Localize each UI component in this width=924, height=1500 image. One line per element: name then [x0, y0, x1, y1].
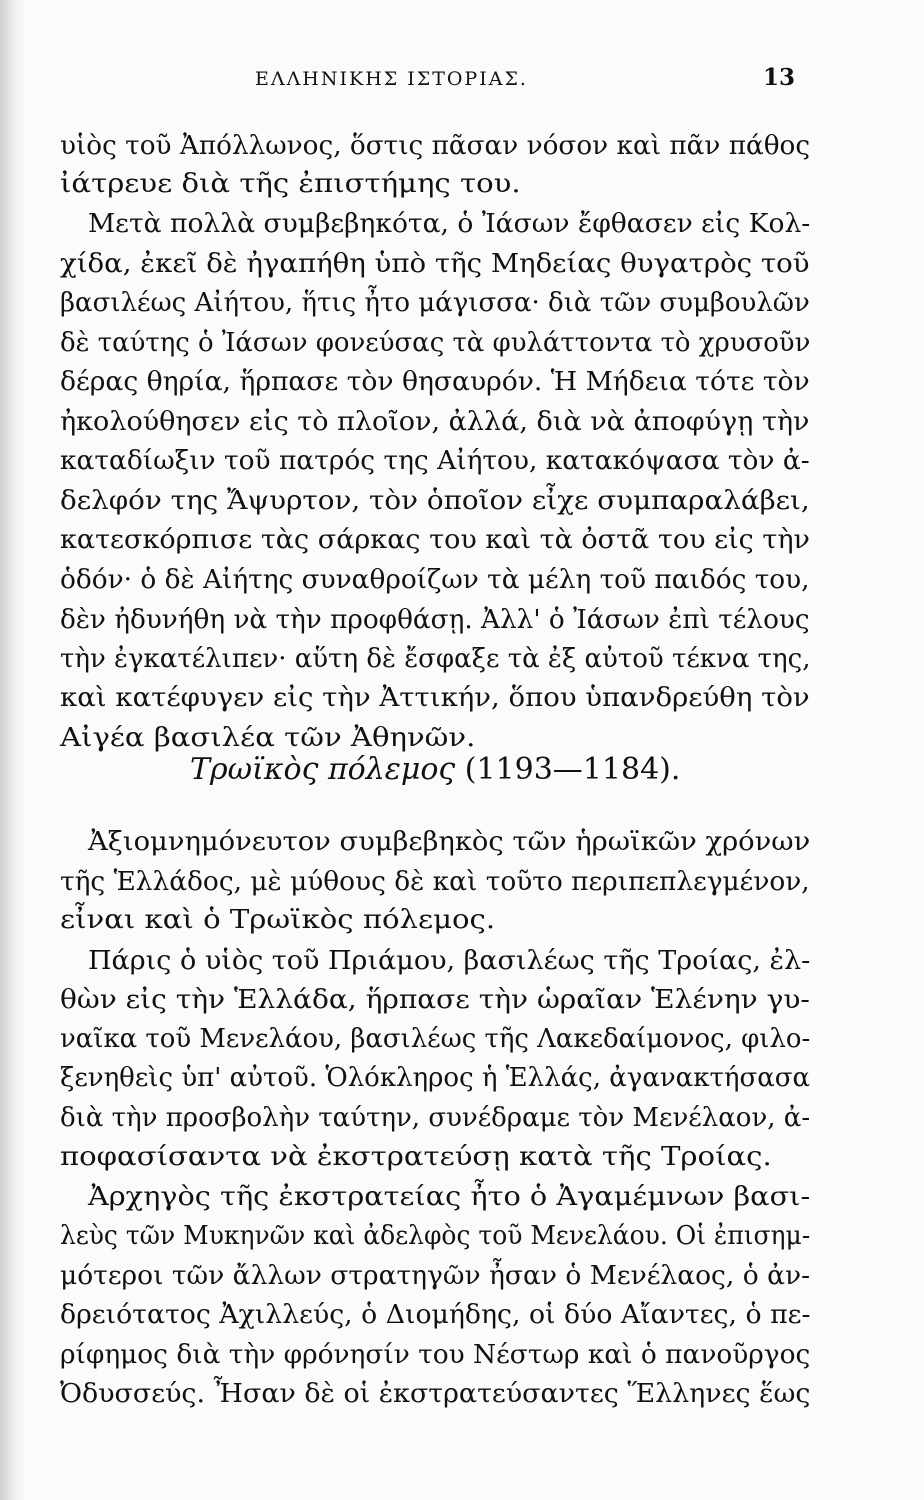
page-gutter-shadow: [0, 0, 28, 1500]
text-line: ξενηθεὶς ὑπ' αὐτοῦ. Ὁλόκληρος ἡ Ἑλλάς, ἀγανακτήσασα: [60, 1063, 811, 1093]
section-heading: [190, 748, 680, 792]
text-line: δέρας θηρία, ἥρπασε τὸν θησαυρόν. Ἡ Μήδεια τότε τὸν: [60, 367, 810, 397]
running-head: ΕΛΛΗΝΙΚΗΣ ΙΣΤΟΡΙΑΣ.: [255, 68, 528, 90]
text-line: Πάρις ὁ υἱὸς τοῦ Πριάμου, βασιλέως τῆς Τροίας, ἐλ-: [88, 946, 811, 976]
text-line: Ἀξιομνημόνευτον συμβεβηκὸς τῶν ἡρωϊκῶν χρόνων: [88, 827, 811, 857]
page-header: [255, 60, 795, 100]
text-line: Ὀδυσσεύς. Ἦσαν δὲ οἱ ἐκστρατεύσαντες Ἕλληνες ἕως: [60, 1379, 811, 1409]
text-line: υἱὸς τοῦ Ἀπόλλωνος, ὅστις πᾶσαν νόσον καὶ πᾶν πάθος: [60, 131, 811, 161]
text-line: καταδίωξιν τοῦ πατρός της Αἰήτου, κατακόψασα τὸν ἀ-: [60, 446, 810, 476]
text-line: λεὺς τῶν Μυκηνῶν καὶ ἀδελφὸς τοῦ Μενελάου. Οἱ ἐπισημ-: [60, 1221, 811, 1251]
section-dates: (1193—1184).: [464, 752, 681, 787]
text-line: ρίφημος διὰ τὴν φρόνησίν του Νέστωρ καὶ ὁ πανοῦργος: [60, 1340, 811, 1370]
text-line: χίδα, ἐκεῖ δὲ ἠγαπήθη ὑπὸ τῆς Μηδείας θυγατρὸς τοῦ: [60, 249, 810, 279]
text-line: ὁδόν· ὁ δὲ Αἰήτης συναθροίζων τὰ μέλη τοῦ παιδός του,: [60, 565, 810, 595]
text-line: Μετὰ πολλὰ συμβεβηκότα, ὁ Ἰάσων ἔφθασεν εἰς Κολ-: [88, 209, 811, 239]
text-line: δὲν ἠδυνήθη νὰ τὴν προφθάσῃ. Ἀλλ' ὁ Ἰάσων ἐπὶ τέλους: [60, 605, 810, 635]
text-line: ναῖκα τοῦ Μενελάου, βασιλέως τῆς Λακεδαίμονος, φιλο-: [60, 1024, 811, 1054]
text-line: διὰ τὴν προσβολὴν ταύτην, συνέδραμε τὸν Μενέλαον, ἀ-: [60, 1103, 811, 1133]
text-line: τῆς Ἑλλάδος, μὲ μύθους δὲ καὶ τοῦτο περιπεπλεγμένον,: [60, 867, 810, 897]
text-line: εἶναι καὶ ὁ Τρωϊκὸς πόλεμος.: [60, 905, 496, 935]
text-line: τὴν ἐγκατέλιπεν· αὕτη δὲ ἔσφαξε τὰ ἐξ αὐτοῦ τέκνα της,: [60, 644, 811, 674]
page-number: 13: [762, 64, 795, 91]
text-line: δρειότατος Ἀχιλλεύς, ὁ Διομήδης, οἱ δύο Αἴαντες, ὁ πε-: [60, 1300, 811, 1330]
text-line: βασιλέως Αἰήτου, ἥτις ἦτο μάγισσα· διὰ τῶν συμβουλῶν: [60, 288, 810, 318]
text-line: καὶ κατέφυγεν εἰς τὴν Ἀττικήν, ὅπου ὑπανδρεύθη τὸν: [60, 683, 810, 713]
text-line: δὲ ταύτης ὁ Ἰάσων φονεύσας τὰ φυλάττοντα τὸ χρυσοῦν: [60, 328, 811, 358]
text-line: κατεσκόρπισε τὰς σάρκας του καὶ τὰ ὀστᾶ του εἰς τὴν: [60, 525, 810, 555]
text-line: δελφόν της Ἄψυρτον, τὸν ὁποῖον εἶχε συμπαραλάβει,: [60, 486, 810, 516]
text-line: θὼν εἰς τὴν Ἑλλάδα, ἥρπασε τὴν ὡραῖαν Ἑλένην γυ-: [60, 985, 810, 1015]
text-line: Ἀρχηγὸς τῆς ἐκστρατείας ἦτο ὁ Ἀγαμέμνων βασι-: [88, 1182, 811, 1212]
section-title: Τρωϊκὸς πόλεμος: [190, 752, 456, 787]
text-line: ποφασίσαντα νὰ ἐκστρατεύσῃ κατὰ τῆς Τροίας.: [60, 1142, 772, 1172]
text-line: ἰάτρευε διὰ τῆς ἐπιστήμης του.: [60, 169, 521, 199]
text-line: μότεροι τῶν ἄλλων στρατηγῶν ἦσαν ὁ Μενέλαος, ὁ ἀν-: [60, 1261, 811, 1291]
text-line: ἠκολούθησεν εἰς τὸ πλοῖον, ἀλλά, διὰ νὰ ἀποφύγῃ τὴν: [60, 407, 810, 437]
text-line: Αἰγέα βασιλέα τῶν Ἀθηνῶν.: [60, 723, 476, 753]
